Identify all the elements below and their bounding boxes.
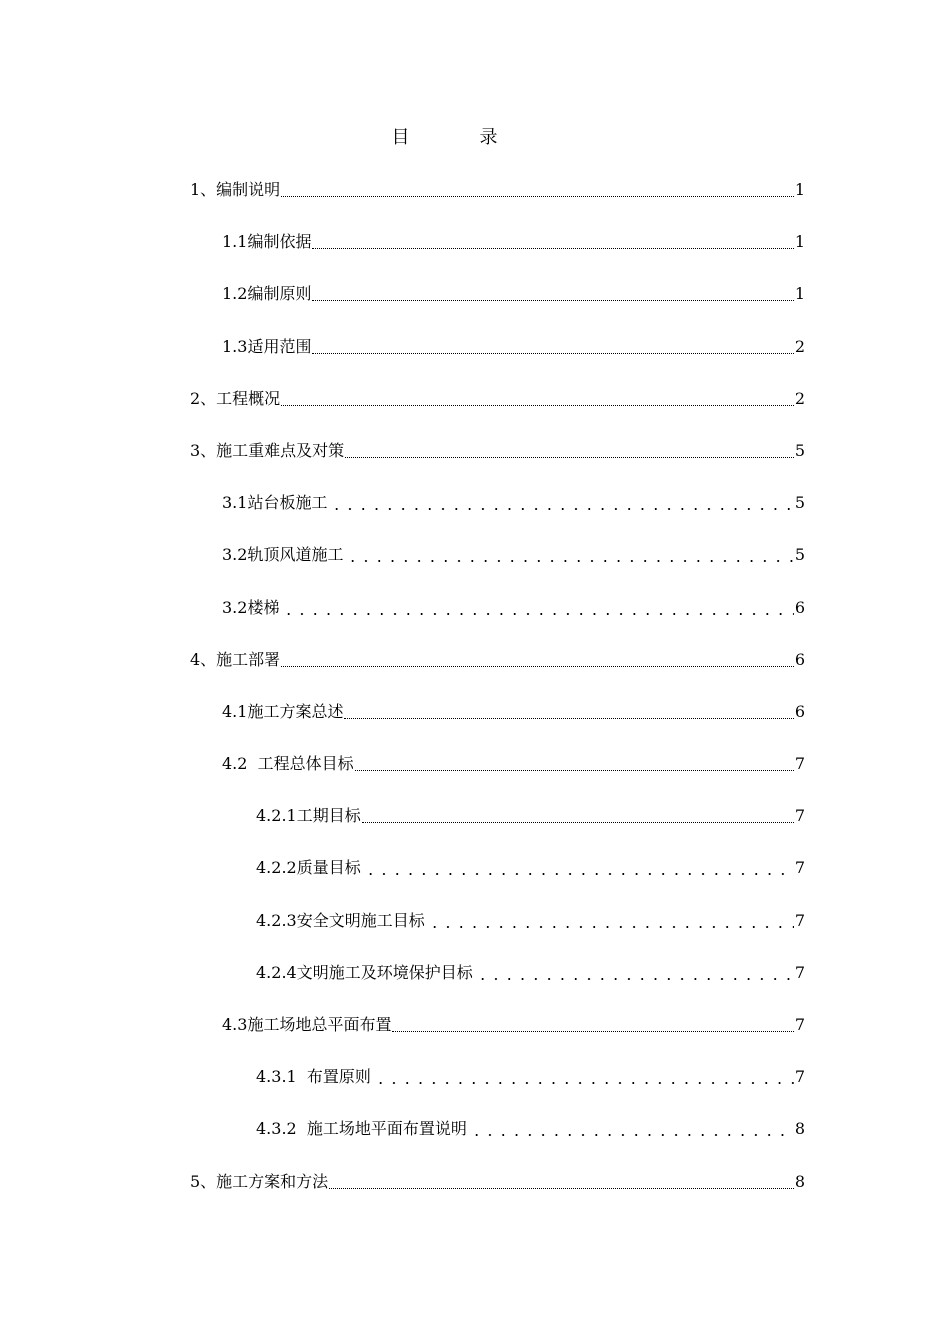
toc-dot-leader (311, 333, 794, 361)
toc-entry-page-number: 5 (794, 545, 805, 565)
toc-entry-label: 4.2.1工期目标 (256, 806, 361, 826)
toc-dot-leader (280, 385, 795, 413)
toc-dot-leader (425, 907, 795, 935)
toc-entry[interactable] (0, 176, 950, 228)
toc-dot-leader (343, 541, 794, 569)
toc-dot-leader (361, 854, 795, 882)
toc-entry[interactable] (0, 854, 950, 906)
toc-entry-label: 4、施工部署 (190, 649, 281, 669)
toc-dot-leader (354, 750, 795, 778)
toc-entry-label: 4.2.4文明施工及环境保护目标 (256, 962, 473, 982)
toc-entry-page-number: 6 (794, 649, 805, 669)
toc-dot-leader (327, 489, 794, 517)
toc-dot-leader (280, 176, 795, 204)
toc-entry-label: 3.1站台板施工 (222, 493, 328, 513)
toc-entry-page-number: 7 (794, 910, 805, 930)
toc-entry-page-number: 7 (794, 858, 805, 878)
toc-dot-leader (328, 1168, 795, 1196)
toc-entry[interactable] (0, 750, 950, 802)
toc-entry-page-number: 7 (794, 1067, 805, 1087)
toc-entry-page-number: 1 (794, 180, 805, 199)
toc-entry-page-number: 1 (794, 232, 805, 252)
toc-dot-leader (473, 959, 795, 987)
toc-dot-leader (371, 1063, 795, 1091)
toc-entry-label: 4.3.2 施工场地平面布置说明 (256, 1119, 467, 1139)
toc-dot-leader (343, 698, 794, 726)
toc-entry-label: 4.2.3安全文明施工目标 (256, 910, 425, 930)
toc-entry[interactable] (0, 385, 950, 437)
toc-entry[interactable] (0, 1115, 950, 1167)
toc-entry[interactable] (0, 1011, 950, 1063)
toc-dot-leader (311, 280, 794, 308)
toc-entry-label: 1、编制说明 (190, 180, 281, 199)
toc-dot-leader (391, 1011, 794, 1039)
toc-entry[interactable] (0, 489, 950, 541)
toc-dot-leader (467, 1115, 795, 1143)
toc-entry-label: 3.2轨顶风道施工 (222, 545, 344, 565)
toc-dot-leader (311, 228, 794, 256)
toc-entry-page-number: 7 (794, 806, 805, 826)
toc-entry-label: 1.3适用范围 (222, 336, 312, 356)
toc-entry-page-number: 2 (794, 388, 805, 408)
toc-entry[interactable] (0, 1063, 950, 1115)
toc-entry[interactable] (0, 802, 950, 854)
toc-entry-label: 3、施工重难点及对策 (190, 440, 345, 460)
toc-entry-label: 1.2编制原则 (222, 284, 312, 304)
toc-entry-label: 5、施工方案和方法 (190, 1171, 329, 1191)
toc-entry[interactable] (0, 280, 950, 332)
toc-entry[interactable] (0, 907, 950, 959)
toc-entry-page-number: 1 (794, 284, 805, 304)
table-of-contents (0, 176, 950, 1220)
toc-entry-label: 4.1施工方案总述 (222, 701, 344, 721)
toc-entry[interactable] (0, 541, 950, 593)
toc-entry[interactable] (0, 437, 950, 489)
toc-entry[interactable] (0, 228, 950, 280)
toc-entry[interactable] (0, 333, 950, 385)
toc-entry[interactable] (0, 1168, 950, 1220)
toc-entry-page-number: 8 (794, 1119, 805, 1139)
toc-entry-label: 2、工程概况 (190, 388, 281, 408)
toc-entry-page-number: 2 (794, 336, 805, 356)
toc-dot-leader (361, 802, 795, 830)
toc-entry-label: 1.1编制依据 (222, 232, 312, 252)
toc-entry[interactable] (0, 698, 950, 750)
toc-entry-label: 4.3.1 布置原则 (256, 1067, 371, 1087)
toc-entry[interactable] (0, 594, 950, 646)
toc-entry[interactable] (0, 646, 950, 698)
toc-entry-page-number: 6 (794, 701, 805, 721)
toc-entry-label: 4.2.2质量目标 (256, 858, 361, 878)
toc-entry-label: 4.3施工场地总平面布置 (222, 1015, 392, 1034)
page-title: 目 录 (391, 127, 524, 148)
toc-dot-leader (279, 594, 794, 622)
toc-entry-page-number: 7 (794, 1015, 805, 1034)
toc-entry-page-number: 7 (794, 962, 805, 982)
toc-entry-page-number: 5 (794, 493, 805, 513)
toc-entry-page-number: 5 (794, 440, 805, 460)
toc-dot-leader (280, 646, 795, 674)
toc-dot-leader (344, 437, 795, 465)
toc-entry[interactable] (0, 959, 950, 1011)
toc-entry-label: 4.2 工程总体目标 (222, 754, 354, 774)
toc-entry-page-number: 6 (794, 597, 805, 617)
toc-entry-page-number: 8 (794, 1171, 805, 1191)
toc-entry-page-number: 7 (794, 754, 805, 774)
toc-entry-label: 3.2楼梯 (222, 597, 280, 617)
